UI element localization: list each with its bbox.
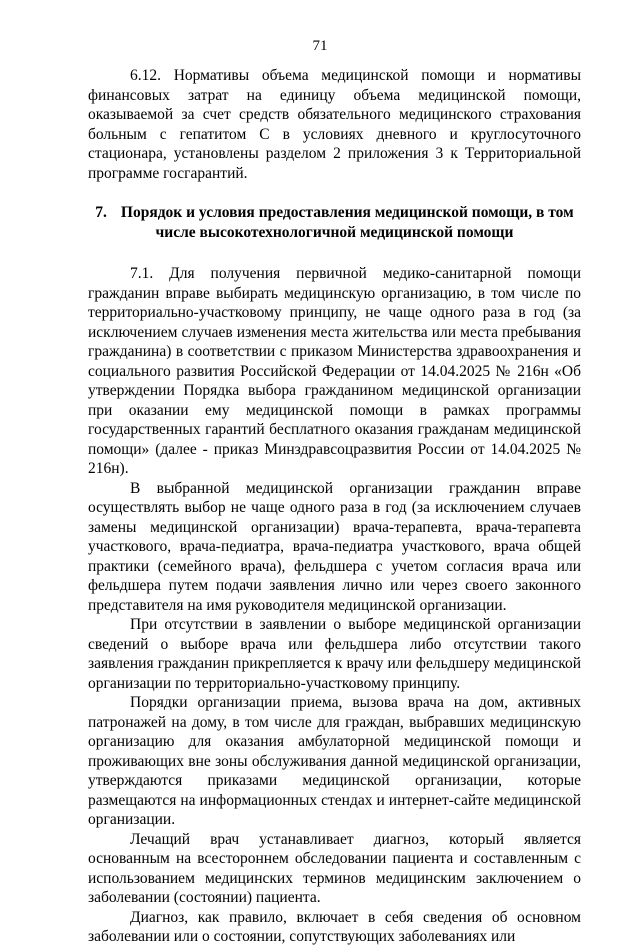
section-title: Порядок и условия предоставления медицинской помощи, в том числе высокотехнологичной медицинской помощи	[120, 204, 574, 241]
paragraph-diagnosis: Лечащий врач устанавливает диагноз, который является основанным на всестороннем обследовании пациента и составленным с использованием медицинских терминов медицинским заключением о заболевании (состоянии) пациента.	[88, 830, 581, 906]
document-body	[88, 66, 581, 947]
section-number: 7.	[95, 204, 107, 221]
paragraph-doctor-choice: В выбранной медицинской организации гражданин вправе осуществлять выбор не чаще одного раза в год (за исключением случаев замены медицинской организации) врача-терапевта, врача-терапевта участкового, врача-педиатра, врача-педиатра участкового, врача общей практики (семейного врача), фельдшера с учетом согласия врача или фельдшера путем подачи заявления лично или через своего законного представителя на имя руководителя медицинской организации.	[88, 479, 581, 614]
paragraph-6-12: 6.12. Нормативы объема медицинской помощи и нормативы финансовых затрат на единицу объема медицинской помощи, оказываемой за счет средств обязательного медицинского страхования больным с гепатитом С в условиях дневного и круглосуточного стационара, установлены разделом 2 приложения 3 к Территориальной программе госгарантий.	[88, 67, 581, 182]
paragraph-7-1: 7.1. Для получения первичной медико-санитарной помощи гражданин вправе выбирать медицинскую организацию, в том числе по территориально-участковому принципу, не чаще одного раза в год (за исключением случаев изменения места жительства или места пребывания гражданина) в соответствии с приказом Министерства здравоохранения и социального развития Российской Федерации от 14.04.2025 № 216н «Об утверждении Порядка выбора гражданином медицинской организации при оказании ему медицинской помощи в рамках программы государственных гарантий бесплатного оказания гражданам медицинской помощи» (далее - приказ Минздравсоцразвития России от 14.04.2025 № 216н).	[88, 265, 581, 477]
section-heading	[88, 203, 581, 243]
page-number: 71	[312, 38, 328, 54]
paragraph-diagnosis-content: Диагноз, как правило, включает в себя сведения об основном заболевании или о состоянии, сопутствующих заболеваниях или	[88, 908, 581, 945]
paragraph-reception-order: Порядки организации приема, вызова врача на дом, активных патронажей на дому, в том числе для граждан, выбравших медицинскую организацию для оказания амбулаторной медицинской помощи и проживающих вне зоны обслуживания данной медицинской организации, утверждаются приказами медицинской организации, которые размещаются на информационных стендах и интернет-сайте медицинской организации.	[88, 694, 581, 828]
paragraph-attachment: При отсутствии в заявлении о выборе медицинской организации сведений о выборе врача или фельдшера либо отсутствии такого заявления гражданин прикрепляется к врачу или фельдшеру медицинской организации по территориально-участковому принципу.	[88, 616, 581, 692]
